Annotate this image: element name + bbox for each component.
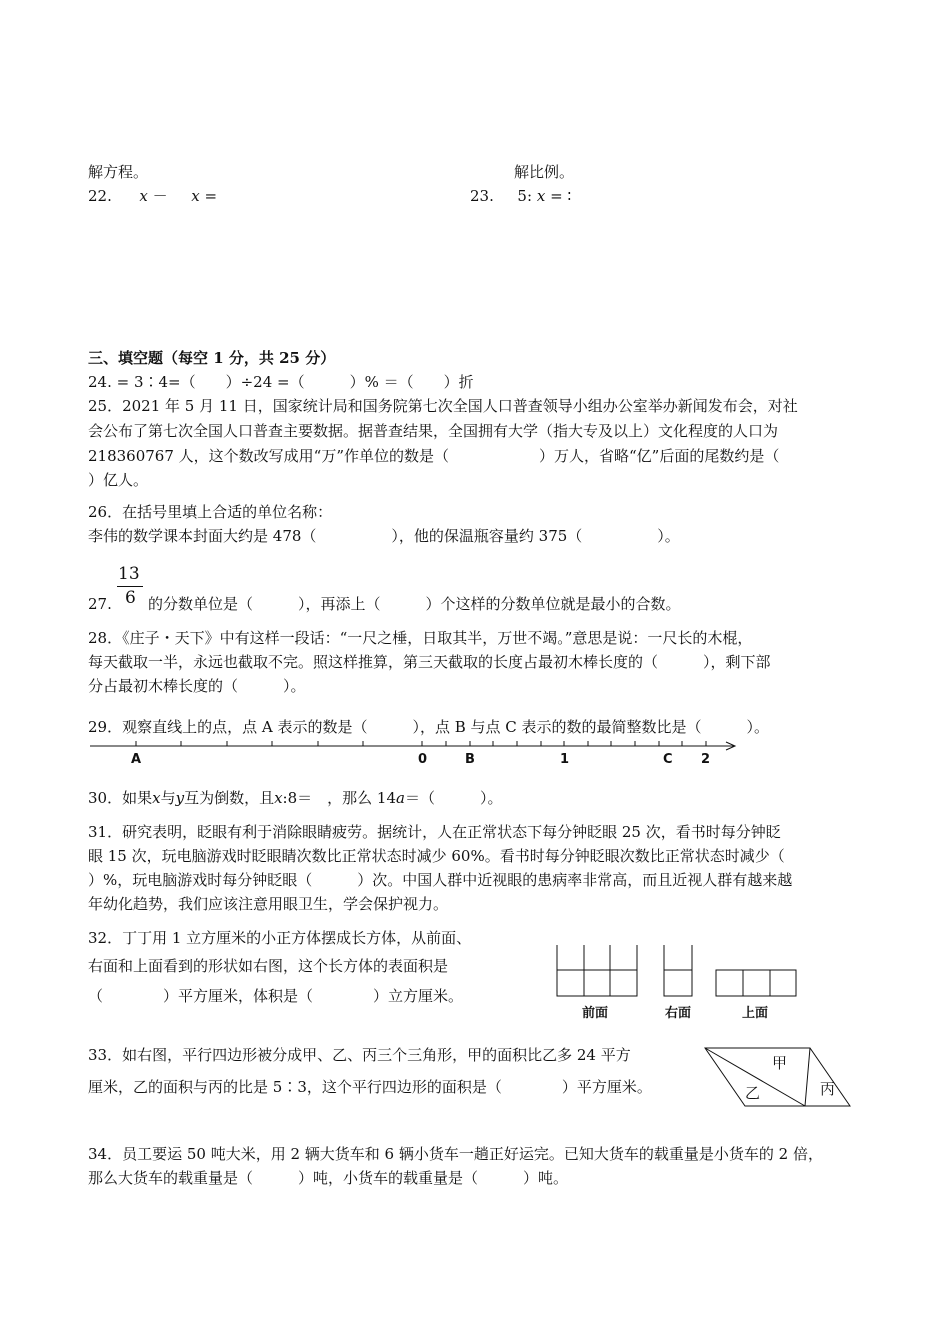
top-view-label: 上面 [742, 1006, 769, 1021]
solve-equation-heading: 解方程。 [88, 163, 149, 181]
right-view-label: 右面 [665, 1006, 692, 1021]
number-line-label-0: 0 [418, 752, 428, 767]
number-line-label-c: C [663, 752, 673, 767]
q25-line: 25．2021 年 5 月 11 日，国家统计局和国务院第七次全国人口普查领导小组办公室举办新闻发布会，对社 [88, 397, 798, 415]
q28-line: 每天截取一半，永远也截取不完。照这样推算，第三天截取的长度占最初木棒长度的（ ），剩下部 [88, 653, 771, 671]
front-view-label: 前面 [582, 1006, 609, 1021]
q25-line: ）亿人。 [88, 471, 149, 489]
q34-line: 那么大货车的载重量是（ ）吨，小货车的载重量是（ ）吨。 [88, 1169, 569, 1187]
question-24: 24. = 3∶4=（ ）÷24 =（ ）% ＝（ ）折 [88, 373, 474, 391]
question-29: 29．观察直线上的点，点 A 表示的数是（ ），点 B 与点 C 表示的数的最简整数比是（ ）。 [88, 718, 770, 736]
q30-text: ＝（ ）。 [404, 789, 503, 807]
q25-line: 218360767 人，这个数改写成用“万”作单位的数是（ ）万人，省略“亿”后面的尾数约是（ [88, 447, 780, 465]
number-line-label-a: A [131, 752, 142, 767]
q33-line: 33．如右图，平行四边形被分成甲、乙、丙三个三角形，甲的面积比乙多 24 平方 [88, 1046, 631, 1064]
variable-x: x [536, 187, 546, 205]
ratio-term: 5: [517, 187, 533, 205]
variable-x: x [152, 789, 161, 807]
q34-line: 34．员工要运 50 吨大米，用 2 辆大货车和 6 辆小货车一趟正好运完。已知大货车的载重量是小货车的 2 倍， [88, 1145, 823, 1163]
fraction-denominator: 6 [125, 588, 136, 608]
ratio-colon: ∶ [567, 187, 572, 205]
variable-x: x [274, 789, 283, 807]
q26-line: 李伟的数学课本封面大约是 478（ ），他的保温瓶容量约 375（ ）。 [88, 527, 680, 545]
minus-sign: － [152, 187, 168, 205]
q32-line: 右面和上面看到的形状如右图，这个长方体的表面积是 [88, 957, 449, 975]
solve-proportion-heading: 解比例。 [514, 163, 575, 181]
equals-sign: = [550, 187, 563, 205]
q33-line: 厘米，乙的面积与丙的比是 5∶3，这个平行四边形的面积是（ ）平方厘米。 [88, 1078, 652, 1096]
label-yi: 乙 [745, 1084, 761, 1102]
question-number: 27. [88, 595, 112, 613]
q30-text: :8＝ ，那么 14 [282, 789, 396, 807]
label-bing: 丙 [820, 1080, 836, 1098]
number-line-label-1: 1 [560, 752, 570, 767]
fraction-numerator: 13 [118, 564, 140, 584]
question-number: 23. [470, 187, 494, 205]
q32-line: （ ）平方厘米，体积是（ ）立方厘米。 [88, 987, 464, 1005]
q31-line: ）%，玩电脑游戏时每分钟眨眼（ ）次。中国人群中近视眼的患病率非常高，而且近视人群有越来越 [88, 871, 793, 889]
q31-line: 年幼化趋势，我们应该注意用眼卫生，学会保护视力。 [88, 895, 449, 913]
question-number: 22. [88, 187, 112, 205]
q28-line: 分占最初木棒长度的（ ）。 [88, 677, 306, 695]
q28-line: 28．《庄子・天下》中有这样一段话：“一尺之棰，日取其半，万世不竭。”意思是说：一尺长的木棍， [88, 629, 753, 647]
q26-line: 26．在括号里填上合适的单位名称： [88, 503, 333, 521]
label-jia: 甲 [772, 1054, 788, 1072]
variable-a: a [396, 789, 405, 807]
q32-line: 32．丁丁用 1 立方厘米的小正方体摆成长方体，从前面、 [88, 929, 472, 947]
q30-text: 互为倒数，且 [184, 789, 275, 807]
q31-line: 眼 15 次，玩电脑游戏时眨眼睛次数比正常状态时减少 60%。看书时每分钟眨眼次数比正常状态时减少（ [88, 847, 785, 865]
section-title: 三、填空题（每空 1 分，共 25 分） [88, 349, 336, 367]
number-line-label-2: 2 [701, 752, 711, 767]
variable-x: x [191, 187, 200, 205]
variable-y: y [175, 789, 185, 807]
variable-x: x [139, 187, 148, 205]
q31-line: 31．研究表明，眨眼有利于消除眼睛疲劳。据统计，人在正常状态下每分钟眨眼 25 次，看书时每分钟眨 [88, 823, 781, 841]
q30-text: 与 [160, 789, 176, 807]
number-line-label-b: B [465, 752, 475, 767]
q30-text: 30．如果 [88, 789, 153, 807]
q25-line: 会公布了第七次全国人口普查主要数据。据普查结果，全国拥有大学（指大专及以上）文化程度的人口为 [88, 422, 779, 440]
q27-text: 的分数单位是（ ），再添上（ ）个这样的分数单位就是最小的合数。 [148, 595, 681, 613]
equals-sign: = [204, 187, 218, 205]
